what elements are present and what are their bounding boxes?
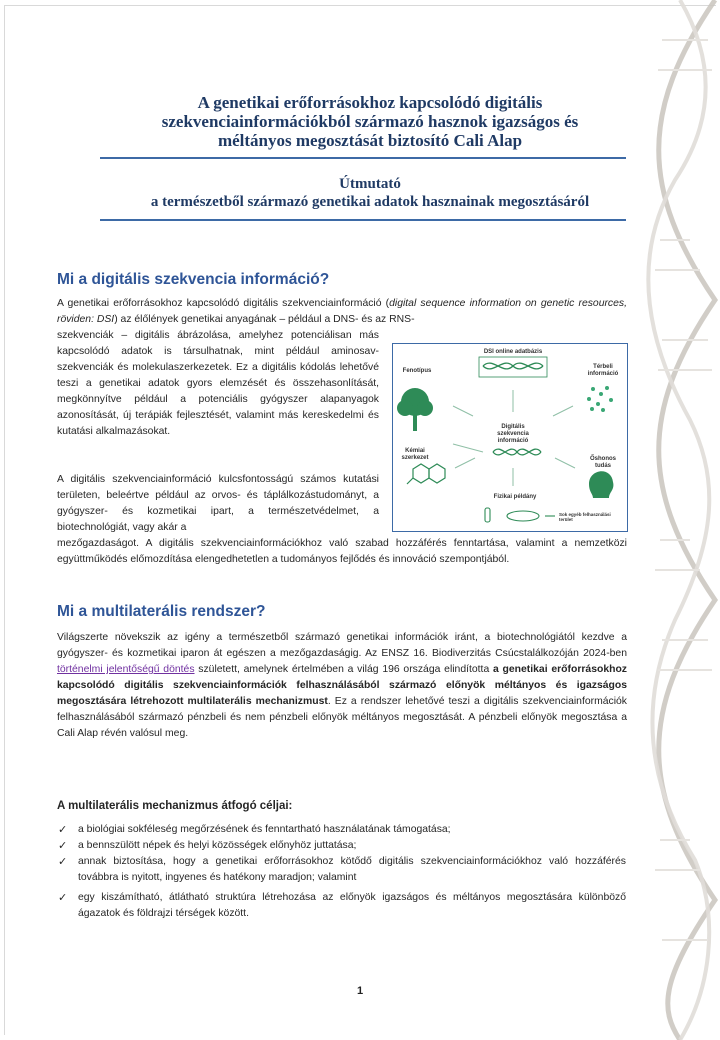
objective-text: a biológiai sokféleség megőrzésének és fenntartható használatának támogatása; <box>78 824 451 835</box>
multilateral-paragraph <box>57 630 627 742</box>
dsi-paragraph-1-intro <box>57 296 627 328</box>
dna-helix-decoration <box>620 0 720 1040</box>
dsi-paragraph-2-end: mezőgazdaságot. A digitális szekvenciainformációkhoz való szabad hozzáférés fenntartása, valamint a nemzetközi együttműködés előmozdítása elengedhetetlen a tudományos fejlődés és innováció szempontjából. <box>57 538 627 565</box>
subtitle-line-2: a természetből származó genetikai adatok hasznainak megosztásáról <box>150 194 590 210</box>
head-icon <box>589 471 613 498</box>
dsi-paragraph-2-body: A digitális szekvenciainformáció kulcsfontosságú számos kutatási területen, beleértve például az orvos- és táplálkozástudományt, a gyógyszer- és kozmetikai ipart, a természetvédelmet, a biotechnológiát, vagy akár a <box>57 474 379 533</box>
objective-text: annak biztosítása, hogy a genetikai erőforrásokhoz kötődő digitális szekvenciainformációkhoz való hozzáférés továbbra is nyitott, ingyenes és hatékony maradjon; valamint <box>78 856 626 883</box>
page-edge-left <box>4 5 5 1035</box>
subtitle-rule <box>100 219 626 221</box>
section-heading-dsi: Mi a digitális szekvencia információ? <box>57 271 330 288</box>
spatial-dots-icon <box>587 386 613 412</box>
title-line-2: szekvenciainformációkból származó hasznok igazságos és <box>161 112 579 131</box>
objective-item <box>58 838 626 854</box>
title-line-3: méltányos megosztását biztosító Cali Alap <box>217 131 523 150</box>
section-heading-multilateral: Mi a multilaterális rendszer? <box>57 603 266 620</box>
ml-p1-b: született, amelynek értelmében a világ 196 országa elindította <box>194 664 493 675</box>
fig-label-indigenous: Őshonos tudás <box>589 456 616 469</box>
subtitle-line-1: Útmutató <box>339 176 401 192</box>
fig-label-physical: Fizikai példány <box>493 494 537 500</box>
checkmark-icon: ✓ <box>58 856 68 868</box>
dsi-paragraph-1-body: szekvenciák – digitális ábrázolása, amelyhez potenciálisan más kapcsolódó adatok is társulhatnak, mint például aminosav-szekvenciák és molekulaszerkezetek. Ez a digitális kódolás lehetővé teszi a genetikai adatok gyors elemzését és összehasonlítását, megkönnyítve például a potenciális gyógyszer alapanyagok azonosítását, új terápiák fejlesztését, valamint más kereskedelmi és kutatási alkalmazásokat. <box>57 330 379 437</box>
fig-label-center: Digitális szekvencia információ <box>497 424 529 444</box>
fig-label-phenotype: Fenotípus <box>402 368 432 374</box>
fig-label-other-uses: Sok egyéb felhasználási terület <box>559 512 611 522</box>
document-title <box>90 93 650 150</box>
tree-icon <box>397 388 433 431</box>
title-line-1: A genetikai erőforrásokhoz kapcsolódó digitális <box>197 93 543 112</box>
dsi-p1-start: A genetikai erőforrásokhoz kapcsolódó digitális szekvenciainformáció ( <box>57 298 390 309</box>
page-number: 1 <box>356 985 364 997</box>
title-rule <box>100 157 626 159</box>
dsi-infographic <box>392 343 628 532</box>
historic-decision-link[interactable]: történelmi jelentőségű döntés <box>57 664 195 675</box>
checkmark-icon: ✓ <box>58 840 68 852</box>
fig-label-database: DSI online adatbázis <box>483 349 543 355</box>
objective-item <box>58 822 626 838</box>
document-subtitle <box>110 175 630 211</box>
specimen-icon <box>485 508 555 522</box>
checkmark-icon: ✓ <box>58 824 68 836</box>
objectives-heading: A multilaterális mechanizmus átfogó céljai: <box>57 800 293 812</box>
objective-text: a bennszülött népek és helyi közösségek előnyhöz juttatása; <box>78 840 357 851</box>
page-edge-top <box>4 5 716 6</box>
chemical-structure-icon <box>407 464 445 484</box>
objective-text: egy kiszámítható, átlátható struktúra létrehozása az előnyök igazságos és méltányos megosztására különböző ágazatok és földrajzi térségek között. <box>78 892 626 919</box>
fig-label-chemical: Kémiai szerkezet <box>401 448 429 461</box>
dsi-p1-italic: digital sequence information on genetic resources, röviden: DSI <box>57 298 627 325</box>
checkmark-icon: ✓ <box>58 892 68 904</box>
ml-p1-a: Világszerte növekszik az igény a természetből származó genetikai információk iránt, a biotechnológiától kezdve a gyógyszer- és kozmetikai iparon át egészen a mezőgazdaságig. Az ENSZ 16. Biodiverzitás Csúcstalálkozóján 2024-ben <box>57 632 627 659</box>
ml-p1-c: . Ez a rendszer lehetővé teszi a digitális szekvenciainformációk felhasználásából származó pénzbeli és nem pénzbeli előnyök méltányos megosztását. A pénzbeli előnyök megosztása a Cali Alap révén valósul meg. <box>57 696 627 739</box>
objective-item <box>58 854 626 886</box>
objective-item <box>58 890 626 922</box>
fig-label-spatial: Térbeli információ <box>587 364 619 377</box>
dsi-p1-end: ) az élőlények genetikai anyagának – például a DNS- és az RNS- <box>114 314 415 325</box>
ml-p1-bold: a genetikai erőforrásokhoz kapcsolódó digitális szekvenciainformációk felhasználásából származó előnyök méltányos és igazságos megosztására létrehozott multilaterális mechanizmust <box>57 664 627 707</box>
